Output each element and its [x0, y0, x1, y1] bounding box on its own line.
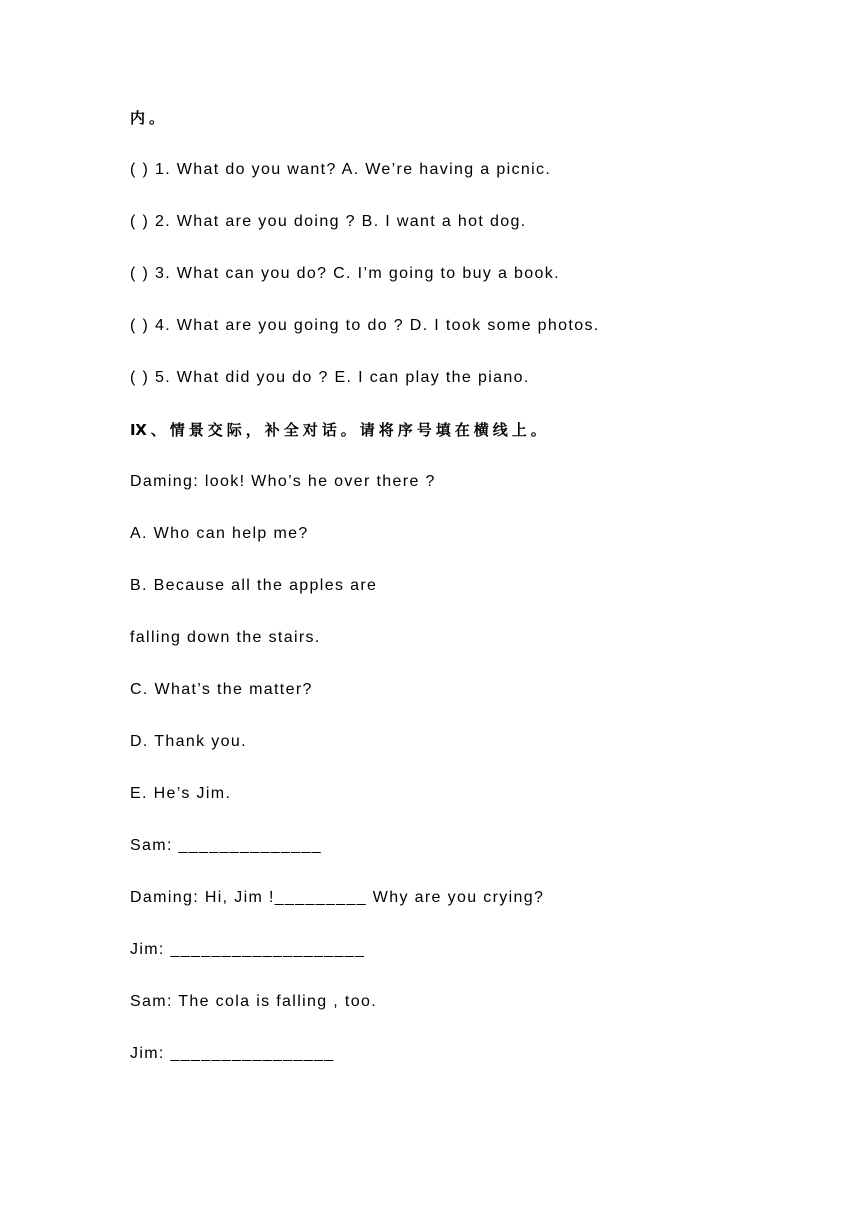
matching-item-3: ( ) 3. What can you do? C. I’m going to buy a book. [130, 265, 560, 282]
dialogue-line-jim-2: Jim: ________________ [130, 1045, 335, 1062]
dialogue-line-daming-1: Daming: look! Who’s he over there ? [130, 473, 436, 490]
matching-item-5: ( ) 5. What did you do ? E. I can play the piano. [130, 369, 530, 386]
dialogue-line-daming-2: Daming: Hi, Jim !_________ Why are you crying? [130, 889, 545, 906]
dialogue-line-jim-1: Jim: ___________________ [130, 941, 366, 958]
instruction-continuation: 内。 [130, 109, 169, 127]
matching-item-1: ( ) 1. What do you want? A. We’re having a picnic. [130, 161, 552, 178]
document-page [130, 108, 790, 1096]
option-e: E. He’s Jim. [130, 785, 232, 802]
option-d: D. Thank you. [130, 733, 247, 750]
section-ix-heading: Ⅸ、情景交际，补全对话。请将序号填在横线上。 [130, 421, 550, 439]
matching-item-4: ( ) 4. What are you going to do ? D. I took some photos. [130, 317, 600, 334]
option-a: A. Who can help me? [130, 525, 309, 542]
option-b-continued: falling down the stairs. [130, 629, 321, 646]
dialogue-line-sam-2: Sam: The cola is falling , too. [130, 993, 377, 1010]
dialogue-line-sam-1: Sam: ______________ [130, 837, 323, 854]
option-c: C. What’s the matter? [130, 681, 313, 698]
option-b: B. Because all the apples are [130, 577, 378, 594]
matching-item-2: ( ) 2. What are you doing ? B. I want a hot dog. [130, 213, 527, 230]
